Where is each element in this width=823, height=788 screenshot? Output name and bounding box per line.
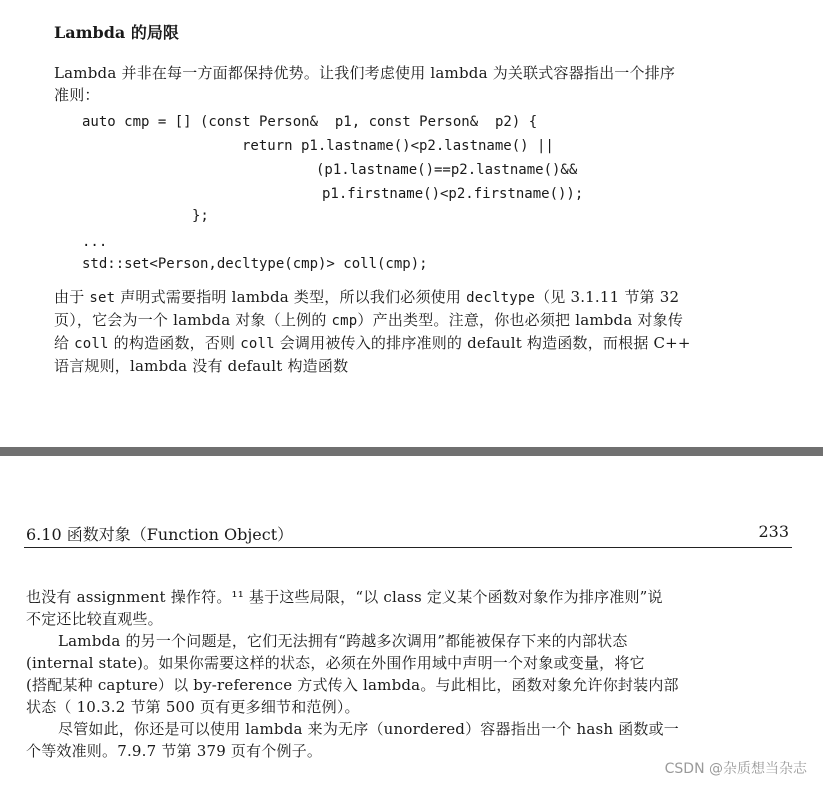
body-line-8: 个等效准则。7.9.7 节第 379 页有个例子。 — [26, 742, 323, 760]
body-paragraphs — [26, 586, 796, 762]
text-run: 页），它会为一个 lambda 对象（上例的 — [54, 311, 332, 329]
explanation-line-2 — [54, 309, 691, 332]
code-term: cmp — [331, 313, 358, 329]
running-head: 6.10 函数对象（Function Object） — [26, 525, 294, 544]
text-run: （见 3.1.11 节第 32 — [535, 288, 680, 306]
code-term: decltype — [466, 290, 536, 306]
section-heading: Lambda 的局限 — [54, 23, 179, 42]
body-line-4: (internal state)。如果你需要这样的状态，必须在外围作用域中声明一个对象或变量，将它 — [26, 654, 645, 672]
code-line-2: return p1.lastname()<p2.lastname() || — [242, 138, 554, 154]
code-term: coll — [74, 336, 109, 352]
code-line-7: std::set<Person,decltype(cmp)> coll(cmp); — [82, 256, 428, 272]
explanation-paragraph — [54, 286, 691, 377]
text-run: 的构造函数，否则 — [108, 334, 241, 352]
body-line-1: 也没有 assignment 操作符。¹¹ 基于这些局限，“以 class 定义某个函数对象作为排序准则”说 — [26, 588, 663, 606]
body-line-7: 尽管如此，你还是可以使用 lambda 来为无序（unordered）容器指出一个 hash 函数或一 — [58, 720, 679, 738]
body-line-3: Lambda 的另一个问题是，它们无法拥有“跨越多次调用”都能被保存下来的内部状态 — [58, 632, 628, 650]
text-run: 给 — [54, 334, 75, 352]
explanation-line-4: 语言规则，lambda 没有 default 构造函数 — [54, 357, 349, 375]
text-run: 由于 — [54, 288, 90, 306]
page-divider — [0, 447, 823, 456]
intro-line-1: Lambda 并非在每一方面都保持优势。让我们考虑使用 lambda 为关联式容器指出一个排序 — [54, 64, 676, 82]
text-run: ）产出类型。注意，你也必须把 lambda 对象传 — [357, 311, 684, 329]
intro-paragraph — [54, 62, 675, 106]
body-line-2: 不定还比较直观些。 — [26, 610, 163, 628]
code-line-4: p1.firstname()<p2.firstname()); — [322, 186, 584, 202]
intro-line-2: 准则： — [54, 86, 100, 104]
code-line-1: auto cmp = [] (const Person& p1, const Person& p2) { — [82, 114, 538, 130]
explanation-line-1 — [54, 286, 691, 309]
text-run: 会调用被传入的排序准则的 default 构造函数，而根据 C++ — [274, 334, 691, 352]
code-line-6: ... — [82, 234, 108, 250]
watermark: CSDN @杂质想当杂志 — [664, 761, 807, 777]
text-run: 声明式需要指明 lambda 类型，所以我们必须使用 — [115, 288, 467, 306]
code-line-5: }; — [192, 208, 209, 224]
code-term: set — [89, 290, 116, 306]
body-line-6: 状态（ 10.3.2 节第 500 页有更多细节和范例）。 — [26, 698, 360, 716]
page-number: 233 — [758, 522, 789, 541]
header-rule — [24, 547, 792, 548]
code-term: coll — [240, 336, 275, 352]
body-line-5: (搭配某种 capture）以 by-reference 方式传入 lambda。与此相比，函数对象允许你封装内部 — [26, 676, 679, 694]
explanation-line-3 — [54, 332, 691, 355]
code-line-3: (p1.lastname()==p2.lastname()&& — [316, 162, 578, 178]
